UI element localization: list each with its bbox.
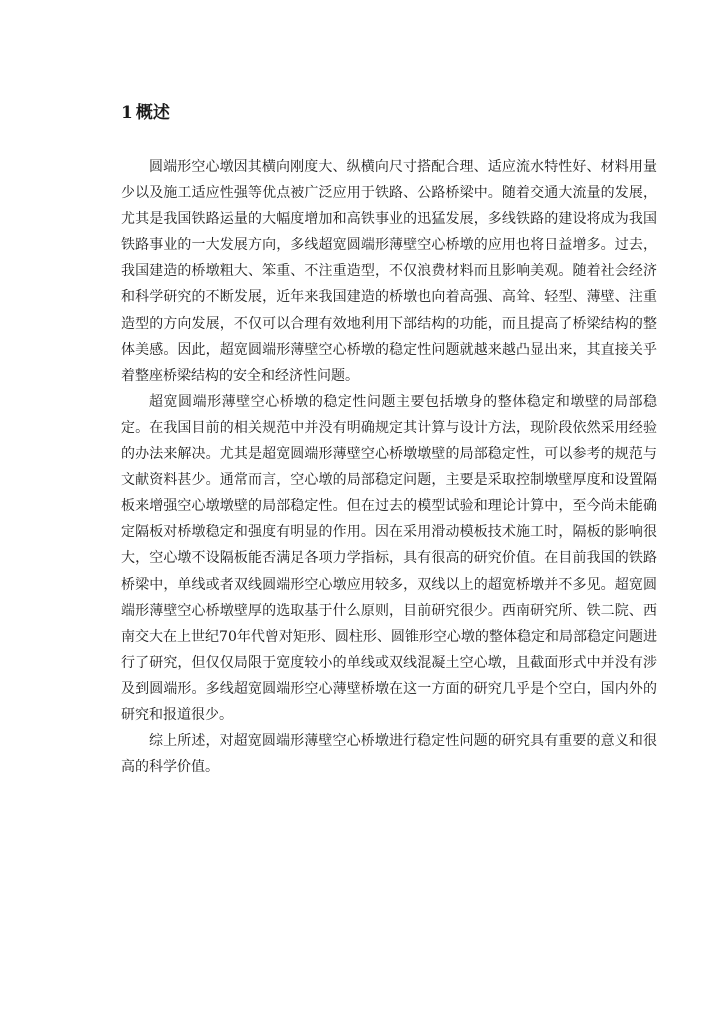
paragraph-conclusion: 综上所述，对超宽圆端形薄壁空心桥墩进行稳定性问题的研究具有重要的意义和很高的科学价值。 xyxy=(121,733,657,776)
section-body xyxy=(121,154,657,780)
paragraph-research-status: 超宽圆端形薄壁空心桥墩的稳定性问题主要包括墩身的整体稳定和墩壁的局部稳定。在我国目前的相关规范中并没有明确规定其计算与设计方法，现阶段依然采用经验的办法来解决。尤其是超宽圆端形薄壁空心桥墩墩壁的局部稳定性，可以参考的规范与文献资料甚少。通常而言，空心墩的局部稳定问题，主要是采取控制墩壁厚度和设置隔板来增强空心墩墩壁的局部稳定性。但在过去的模型试验和理论计算中，至今尚未能确定隔板对桥墩稳定和强度有明显的作用。因在采用滑动模板技术施工时，隔板的影响很大，空心墩不设隔板能否满足各项力学指标，具有很高的研究价值。在目前我国的铁路桥梁中，单线或者双线圆端形空心墩应用较多，双线以上的超宽桥墩并不多见。超宽圆端形薄壁空心桥墩壁厚的选取基于什么原则，目前研究很少。西南研究所、铁二院、西南交大在上世纪70年代曾对矩形、圆柱形、圆锥形空心墩的整体稳定和局部稳定问题进行了研究，但仅仅局限于宽度较小的单线或双线混凝土空心墩，且截面形式中并没有涉及到圆端形。多线超宽圆端形空心薄壁桥墩在这一方面的研究几乎是个空白，国内外的研究和报道很少。 xyxy=(121,393,657,723)
section-title: 概述 xyxy=(135,103,170,123)
section-number: 1 xyxy=(121,103,133,123)
section-heading xyxy=(121,100,170,126)
paragraph-background: 圆端形空心墩因其横向刚度大、纵横向尺寸搭配合理、适应流水特性好、材料用量少以及施工适应性强等优点被广泛应用于铁路、公路桥梁中。随着交通大流量的发展，尤其是我国铁路运量的大幅度增加和高铁事业的迅猛发展，多线铁路的建设将成为我国铁路事业的一大发展方向，多线超宽圆端形薄壁空心桥墩的应用也将日益增多。过去，我国建造的桥墩粗大、笨重、不注重造型，不仅浪费材料而且影响美观。随着社会经济和科学研究的不断发展，近年来我国建造的桥墩也向着高强、高耸、轻型、薄壁、注重造型的方向发展，不仅可以合理有效地利用下部结构的功能，而且提高了桥梁结构的整体美感。因此，超宽圆端形薄壁空心桥墩的稳定性问题就越来越凸显出来，其直接关乎着整座桥梁结构的安全和经济性问题。 xyxy=(121,159,657,384)
